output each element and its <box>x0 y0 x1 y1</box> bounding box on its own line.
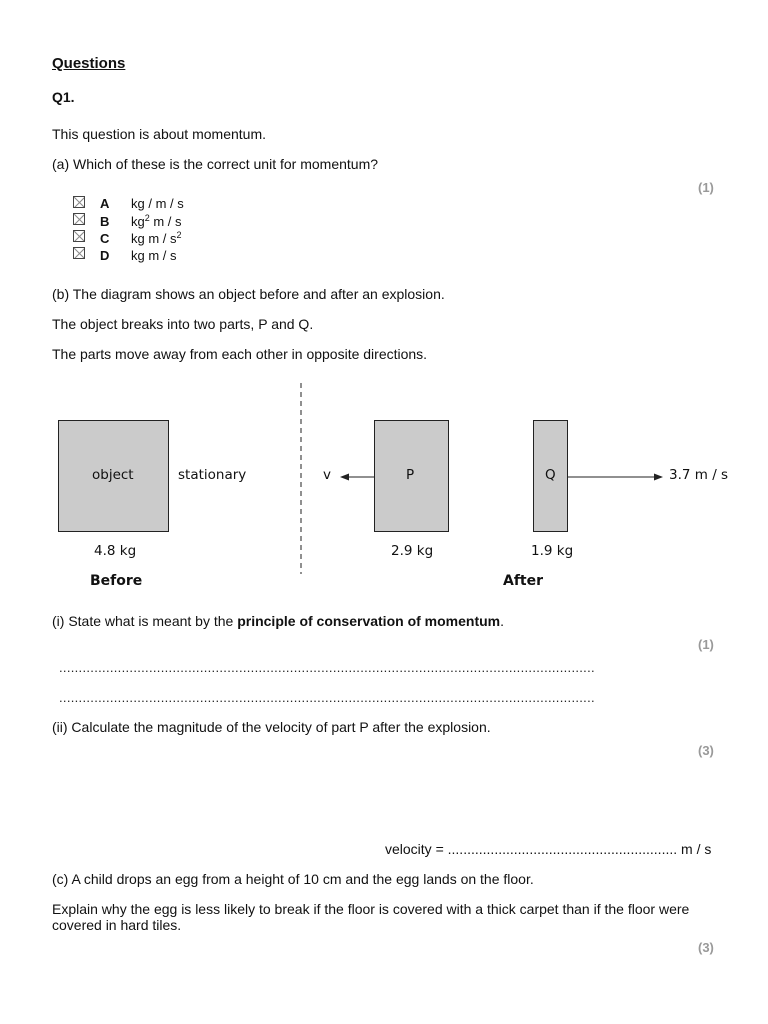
part-b-ii-prompt: (ii) Calculate the magnitude of the velocity of part P after the explosion. <box>52 719 491 735</box>
part-c-line2b: covered in hard tiles. <box>52 917 182 933</box>
option-letter: A <box>100 196 110 211</box>
part-b-i-prompt: (i) State what is meant by the principle of conservation of momentum. <box>52 613 505 629</box>
part-c-prompt: (c) A child drops an egg from a height of 10 cm and the egg lands on the floor. <box>52 871 534 887</box>
option-unit: kg m / s <box>131 248 177 263</box>
part-a-prompt: (a) Which of these is the correct unit for momentum? <box>52 156 379 172</box>
part-p-mass-label: 2.9 kg <box>391 543 434 559</box>
part-q-mass-label: 1.9 kg <box>531 543 574 559</box>
part-b-prompt: (b) The diagram shows an object before and after an explosion. <box>52 286 445 302</box>
before-label: Before <box>90 573 143 589</box>
after-label: After <box>503 573 544 589</box>
part-b-i-marks: (1) <box>698 637 714 652</box>
question-intro: This question is about momentum. <box>52 126 266 142</box>
section-heading: Questions <box>52 55 126 72</box>
option-letter: C <box>100 231 110 246</box>
option-letter: B <box>100 214 110 229</box>
option-unit: $kg^2$ m / s <box>131 213 182 229</box>
option-unit: kg m / $s^2$ <box>131 230 182 246</box>
object-mass-label: 4.8 kg <box>94 543 137 559</box>
q-velocity-arrowhead <box>654 474 663 481</box>
v-label: v <box>323 467 331 483</box>
part-b-line3: The parts move away from each other in opposite directions. <box>52 346 428 362</box>
part-q-label: Q <box>545 467 556 483</box>
part-b-line2: The object breaks into two parts, P and Q. <box>52 316 314 332</box>
stationary-label: stationary <box>178 467 247 483</box>
option-letter: D <box>100 248 110 263</box>
object-label: object <box>92 467 134 483</box>
q-speed-label: 3.7 m / s <box>669 467 729 483</box>
option-unit: kg / m / s <box>131 196 184 211</box>
part-b-ii-marks: (3) <box>698 743 714 758</box>
p-velocity-arrowhead <box>340 474 349 481</box>
part-c-line2a: Explain why the egg is less likely to break if the floor is covered with a thick carpet than if the floor were <box>52 901 690 917</box>
answer-line-2[interactable]: ......................................................................................................................................... <box>59 690 595 705</box>
velocity-answer-line[interactable]: velocity = ........................................................... m / s <box>385 841 712 857</box>
part-c-marks: (3) <box>698 940 714 955</box>
part-p-label: P <box>406 467 415 483</box>
part-a-marks: (1) <box>698 180 714 195</box>
question-number: Q1. <box>52 89 75 105</box>
answer-line-1[interactable]: ......................................................................................................................................... <box>59 660 595 675</box>
